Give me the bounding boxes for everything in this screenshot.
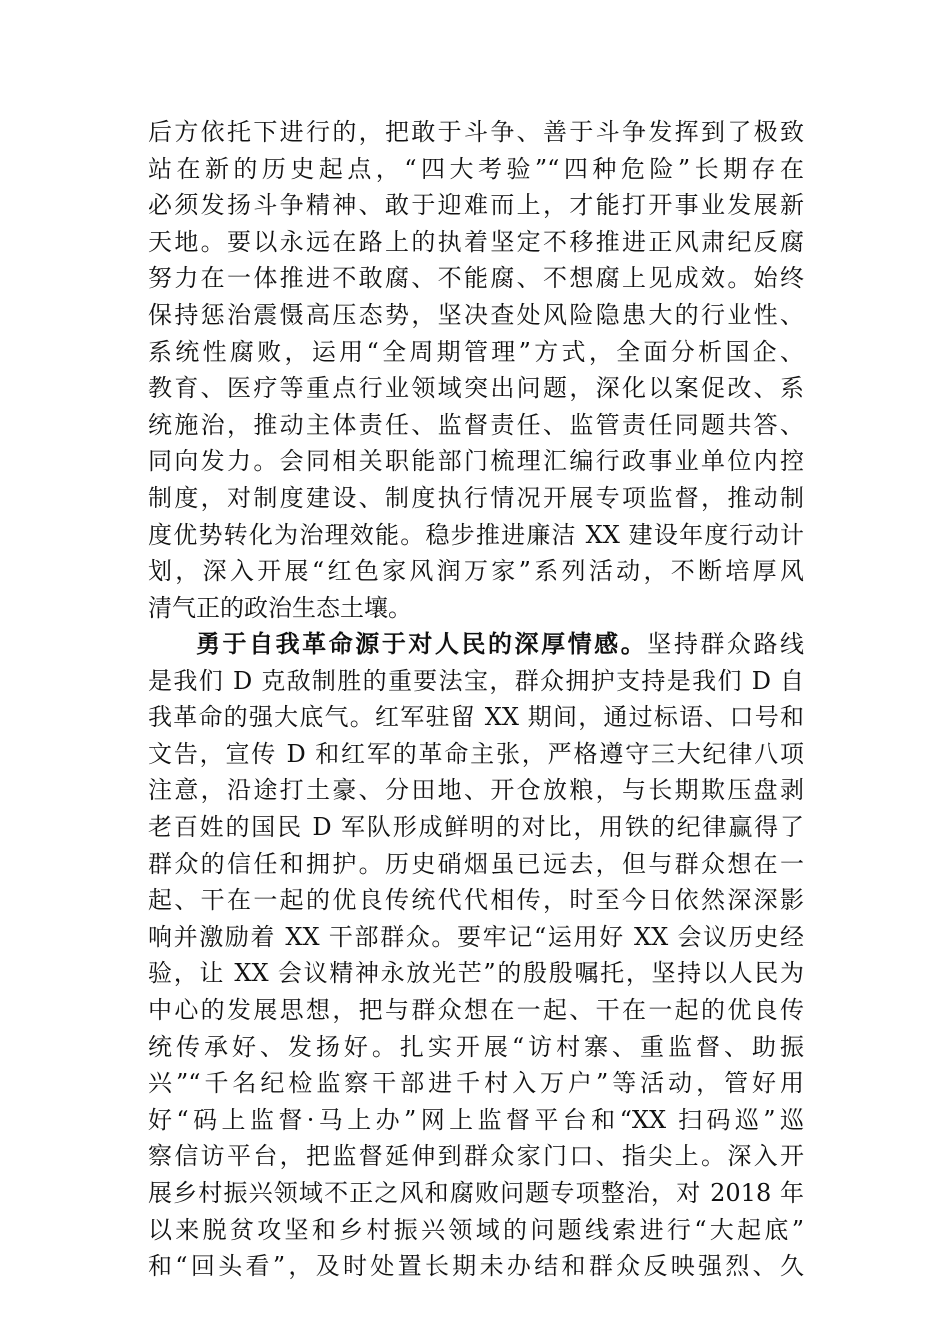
paragraph-2-line: 展乡村振兴领域不正之风和腐败问题专项整治，对 2018 年 [148, 1178, 804, 1207]
paragraph-2-line: 中心的发展思想，把与群众想在一起、干在一起的优良传 [148, 995, 804, 1024]
paragraph-2-line: 群众的信任和拥护。历史硝烟虽已远去，但与群众想在一 [148, 849, 804, 878]
paragraph-1-line: 必须发扬斗争精神、敢于迎难而上，才能打开事业发展新 [148, 191, 804, 220]
paragraph-2-line: 统传承好、发扬好。扎实开展“访村寨、重监督、助振 [148, 1032, 804, 1061]
paragraph-1-line: 统施治，推动主体责任、监督责任、监管责任同题共答、 [148, 410, 804, 439]
paragraph-2-line: 响并激励着 XX 干部群众。要牢记“运用好 XX 会议历史经 [148, 922, 804, 951]
paragraph-2-first-line-text: 坚持群众路线 [647, 630, 805, 658]
paragraph-2-line: 和“回头看”，及时处置长期未办结和群众反映强烈、久 [148, 1252, 804, 1281]
paragraph-1-line: 努力在一体推进不敢腐、不能腐、不想腐上见成效。始终 [148, 264, 804, 293]
paragraph-2-line: 注意，沿途打土豪、分田地、开仓放粮，与长期欺压盘剥 [148, 776, 804, 805]
paragraph-2-first-line [148, 626, 804, 663]
paragraph-2-line: 老百姓的国民 D 军队形成鲜明的对比，用铁的纪律赢得了 [148, 812, 804, 841]
paragraph-1-line: 系统性腐败，运用“全周期管理”方式，全面分析国企、 [148, 337, 804, 366]
paragraph-1-line: 保持惩治震慑高压态势，坚决查处风险隐患大的行业性、 [148, 300, 804, 329]
paragraph-2 [148, 626, 804, 1285]
paragraph-1-line: 天地。要以永远在路上的执着坚定不移推进正风肃纪反腐 [148, 227, 804, 256]
paragraph-1-line: 同向发力。会同相关职能部门梳理汇编行政事业单位内控 [148, 447, 804, 476]
paragraph-2-line: 验，让 XX 会议精神永放光芒”的殷殷嘱托，坚持以人民为 [148, 959, 804, 988]
paragraph-1-line: 站在新的历史起点，“四大考验”“四种危险”长期存在 [148, 154, 804, 183]
paragraph-2-heading: 勇于自我革命源于对人民的深厚情感。 [196, 629, 648, 658]
paragraph-2-line: 好“码上监督·马上办”网上监督平台和“XX 扫码巡”巡 [148, 1105, 804, 1134]
paragraph-1-line: 制度，对制度建设、制度执行情况开展专项监督，推动制 [148, 483, 804, 512]
paragraph-1-line: 度优势转化为治理效能。稳步推进廉洁 XX 建设年度行动计 [148, 520, 804, 549]
paragraph-2-line: 文告，宣传 D 和红军的革命主张，严格遵守三大纪律八项 [148, 739, 804, 768]
paragraph-2-line: 我革命的强大底气。红军驻留 XX 期间，通过标语、口号和 [148, 703, 804, 732]
paragraph-1-line: 清气正的政治生态土壤。 [148, 593, 412, 622]
paragraph-1-line: 划，深入开展“红色家风润万家”系列活动，不断培厚风 [148, 557, 804, 586]
paragraph-2-line: 兴”“千名纪检监察干部进千村入万户”等活动，管好用 [148, 1069, 804, 1098]
paragraph-1-line: 教育、医疗等重点行业领域突出问题，深化以案促改、系 [148, 374, 804, 403]
paragraph-2-line: 起、干在一起的优良传统代代相传，时至今日依然深深影 [148, 886, 804, 915]
paragraph-1 [148, 114, 804, 626]
paragraph-2-line: 察信访平台，把监督延伸到群众家门口、指尖上。深入开 [148, 1142, 804, 1171]
paragraph-2-line: 是我们 D 克敌制胜的重要法宝，群众拥护支持是我们 D 自 [148, 666, 804, 695]
paragraph-2-line: 以来脱贫攻坚和乡村振兴领域的问题线索进行“大起底” [148, 1215, 804, 1244]
paragraph-1-line: 后方依托下进行的，把敢于斗争、善于斗争发挥到了极致 [148, 118, 804, 146]
